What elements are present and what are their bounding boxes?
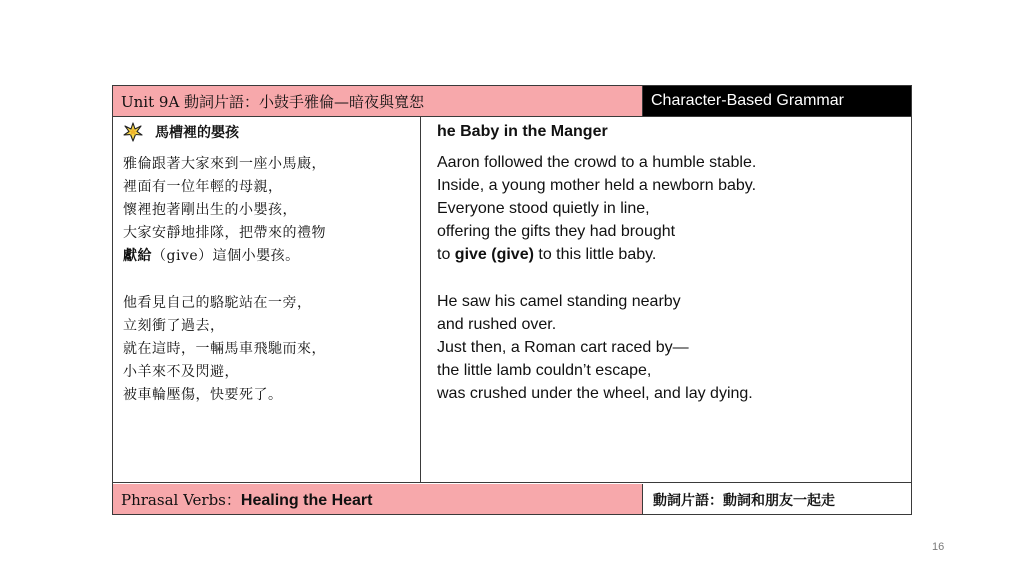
chinese-line: 小羊來不及閃避， xyxy=(123,364,239,380)
chinese-line xyxy=(123,245,420,268)
header-row xyxy=(113,86,911,117)
category-label: Character-Based Grammar xyxy=(643,86,911,116)
unit-title: Unit 9A 動詞片語：小鼓手雅倫—暗夜與寬恕 xyxy=(113,86,643,116)
chinese-line: 大家安靜地排隊，把帶來的禮物 xyxy=(123,225,326,241)
star-icon xyxy=(123,122,143,142)
english-line: He saw his camel standing nearby xyxy=(437,293,681,310)
english-line xyxy=(437,243,911,266)
chinese-line: 立刻衝了過去， xyxy=(123,318,225,334)
english-title: he Baby in the Manger xyxy=(437,123,608,140)
chinese-title: 馬槽裡的嬰孩 xyxy=(155,125,239,141)
english-column xyxy=(421,117,911,483)
lesson-table xyxy=(112,85,912,515)
chinese-keyword: 獻給 xyxy=(123,248,152,264)
english-paragraph-1 xyxy=(437,151,911,266)
english-line: Inside, a young mother held a newborn baby. xyxy=(437,177,757,194)
chinese-paragraph-2 xyxy=(123,292,420,407)
footer-prefix: Phrasal Verbs： xyxy=(121,491,241,509)
chinese-paragraph-1 xyxy=(123,153,420,268)
footer-left xyxy=(113,484,643,514)
english-line: was crushed under the wheel, and lay dying. xyxy=(437,385,753,402)
footer-right: 動詞片語：動詞和朋友一起走 xyxy=(643,484,911,514)
chinese-line-rest: （give）這個小嬰孩。 xyxy=(152,248,300,264)
english-line: Everyone stood quietly in line, xyxy=(437,200,650,217)
content-row xyxy=(113,117,911,483)
chinese-column xyxy=(113,117,421,483)
english-line: Aaron followed the crowd to a humble stable. xyxy=(437,154,757,171)
chinese-line: 他看見自己的駱駝站在一旁， xyxy=(123,295,312,311)
chinese-line: 懷裡抱著剛出生的小嬰孩， xyxy=(123,202,297,218)
chinese-line: 裡面有一位年輕的母親， xyxy=(123,179,283,195)
chinese-line: 雅倫跟著大家來到一座小馬廄， xyxy=(123,156,326,172)
english-keyword: give (give) xyxy=(454,246,534,263)
page-number: 16 xyxy=(932,541,945,553)
chinese-title-row xyxy=(123,121,420,143)
english-line: offering the gifts they had brought xyxy=(437,223,676,240)
english-line-post: to this little baby. xyxy=(533,246,657,263)
chinese-line: 被車輪壓傷，快要死了。 xyxy=(123,387,283,403)
english-paragraph-2 xyxy=(437,290,911,405)
footer-subtitle: Healing the Heart xyxy=(240,492,373,509)
footer-row xyxy=(113,484,911,514)
english-line-pre: to xyxy=(437,246,455,263)
english-line: the little lamb couldn’t escape, xyxy=(437,362,652,379)
english-line: and rushed over. xyxy=(437,316,557,333)
english-line: Just then, a Roman cart raced by— xyxy=(437,339,689,356)
chinese-line: 就在這時，一輛馬車飛馳而來， xyxy=(123,341,326,357)
